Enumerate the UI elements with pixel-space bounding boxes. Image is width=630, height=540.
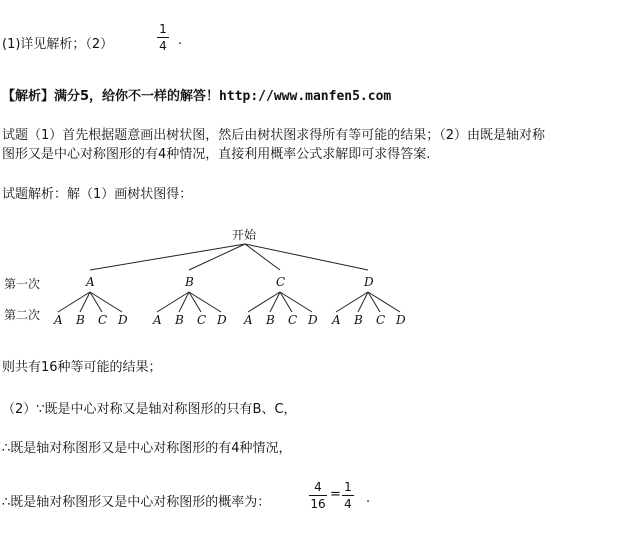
analysis-header-url: http://www.manfen5.com <box>219 89 392 104</box>
final-eq: = <box>330 487 341 502</box>
answer-end: . <box>178 33 183 48</box>
tree-root: 开始 <box>232 228 257 242</box>
row1-label: 第一次 <box>4 277 41 291</box>
tree-node-l2-C-B: B <box>266 313 275 327</box>
tree-edge <box>280 292 312 312</box>
answer-line <box>2 33 113 52</box>
tree-edge <box>189 292 221 312</box>
analysis-line-2: 图形又是中心对称图形的有4种情况，直接利用概率公式求解即可求得答案. <box>2 147 431 162</box>
tree-edge <box>189 292 201 312</box>
tree-edge <box>90 292 102 312</box>
part2-line-3: ∴既是轴对称图形又是中心对称图形的概率为： <box>2 495 271 510</box>
row2-label: 第二次 <box>4 308 41 322</box>
analysis-line-1: 试题（1）首先根据题意画出树状图，然后由树状图求得所有等可能的结果；（2）由既是轴对称 <box>2 128 546 143</box>
final-frac-2 <box>342 480 354 511</box>
tree-edge <box>90 292 122 312</box>
tree-node-l2-D-B: B <box>354 313 363 327</box>
final-frac-1 <box>309 480 327 511</box>
tree-edge <box>368 292 400 312</box>
tree-node-l2-B-B: B <box>175 313 184 327</box>
tree-node-l1-C: C <box>276 275 286 289</box>
final-frac2-den: 4 <box>344 497 352 511</box>
final-frac1-num: 4 <box>314 480 322 494</box>
tree-node-l2-B-D: D <box>217 313 227 327</box>
tree-level1-edges <box>90 244 368 270</box>
part2-line-2: ∴既是轴对称图形又是中心对称图形的有4种情况， <box>2 441 292 456</box>
answer-prefix: (1)详见解析；（2） <box>2 37 114 52</box>
tree-node-l2-D-A: A <box>332 313 341 327</box>
tree-node-l2-A-B: B <box>76 313 85 327</box>
tree-node-l2-A-D: D <box>118 313 128 327</box>
solution-intro: 试题解析：解（1）画树状图得： <box>2 187 193 202</box>
total-outcomes: 则共有16种等可能的结果； <box>2 360 162 375</box>
final-end: . <box>366 491 371 506</box>
tree-node-l2-B-C: C <box>197 313 207 327</box>
tree-node-l1-A: A <box>86 275 95 289</box>
analysis-header <box>2 85 391 104</box>
tree-node-l2-C-A: A <box>244 313 253 327</box>
tree-node-l1-D: D <box>364 275 374 289</box>
tree-edge <box>368 292 380 312</box>
tree-node-l2-D-D: D <box>396 313 406 327</box>
tree-diagram <box>0 220 630 335</box>
part2-line-1: （2）∵既是中心对称又是轴对称图形的只有B、C， <box>2 402 297 417</box>
tree-node-l2-B-A: A <box>153 313 162 327</box>
tree-node-l2-C-C: C <box>288 313 298 327</box>
tree-node-l2-A-C: C <box>98 313 108 327</box>
analysis-header-label: 【解析】满分5，给你不一样的解答！ <box>2 89 220 104</box>
answer-frac-den: 4 <box>159 39 167 53</box>
tree-node-l1-B: B <box>185 275 194 289</box>
final-frac1-den: 16 <box>310 497 326 511</box>
tree-node-l2-D-C: C <box>376 313 386 327</box>
tree-node-l2-C-D: D <box>308 313 318 327</box>
final-frac2-num: 1 <box>344 480 352 494</box>
tree-node-l2-A-A: A <box>54 313 63 327</box>
answer-frac-num: 1 <box>159 22 167 36</box>
tree-edge <box>280 292 292 312</box>
answer-fraction <box>157 22 169 53</box>
